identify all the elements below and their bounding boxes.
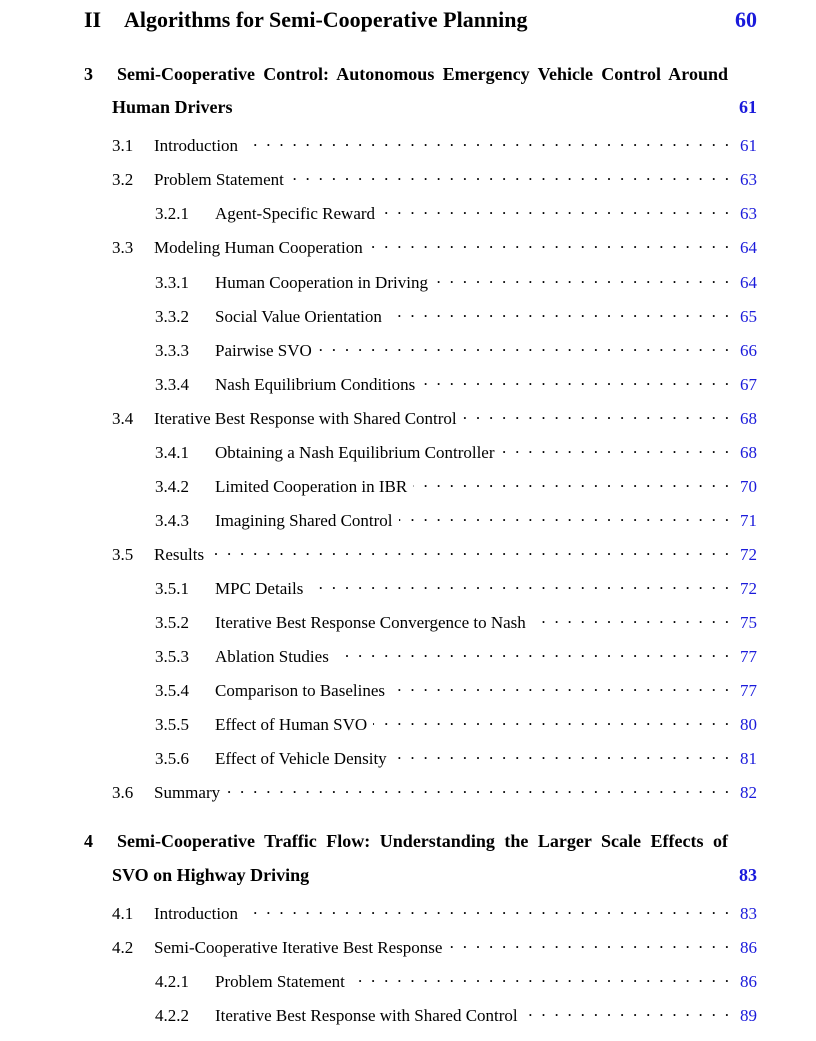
entry-page-link[interactable]: 77 (740, 647, 757, 667)
entry-page-link[interactable]: 65 (740, 307, 757, 327)
dot-leader (399, 506, 729, 526)
entry-page-link[interactable]: 68 (740, 443, 757, 463)
toc-entry-3-1[interactable] (112, 131, 757, 156)
part-number: II (84, 7, 102, 32)
dot-leader (369, 233, 729, 253)
entry-number: 3.4.2 (155, 477, 189, 497)
toc-entry-3-6[interactable] (112, 778, 757, 803)
entry-page-link[interactable]: 72 (740, 545, 757, 565)
entry-number: 3.2.1 (155, 204, 189, 224)
entry-title: Comparison to Baselines (215, 681, 385, 701)
entry-page-link[interactable]: 77 (740, 681, 757, 701)
toc-entry-3-3-1[interactable] (155, 268, 757, 293)
entry-title: Introduction (154, 904, 239, 924)
dot-leader (413, 472, 729, 492)
entry-number: 3.4.1 (155, 443, 189, 463)
dot-leader (290, 165, 729, 185)
entry-title: Problem Statement (154, 170, 284, 190)
entry-page-link[interactable]: 72 (740, 579, 757, 599)
dot-leader (318, 336, 729, 356)
entry-number: 4.2 (112, 938, 134, 958)
entry-page-link[interactable]: 82 (740, 783, 757, 803)
entry-title: Summary (154, 783, 221, 803)
toc-entry-3-3[interactable] (112, 233, 757, 258)
entry-title: MPC Details (215, 579, 304, 599)
dot-leader (388, 302, 729, 322)
entry-number: 3.3.1 (155, 273, 189, 293)
entry-title: Problem Statement (215, 972, 345, 992)
entry-number: 3.5 (112, 545, 134, 565)
entry-page-link[interactable]: 63 (740, 170, 757, 190)
entry-number: 3.3 (112, 238, 134, 258)
toc-entry-3-5[interactable] (112, 540, 757, 565)
dot-leader (391, 676, 729, 696)
chapter-3-number: 3 (84, 64, 93, 84)
entry-number: 3.5.6 (155, 749, 189, 769)
entry-title: Iterative Best Response Convergence to Nash (215, 613, 526, 633)
toc-entry-3-5-4[interactable] (155, 676, 757, 701)
entry-page-link[interactable]: 83 (740, 904, 757, 924)
chapter-3-page-link[interactable]: 61 (739, 97, 757, 117)
toc-entry-4-1[interactable] (112, 899, 757, 924)
toc-entry-3-5-1[interactable] (155, 574, 757, 599)
entry-number: 3.3.2 (155, 307, 189, 327)
dot-leader (210, 540, 729, 560)
chapter-3-title-line1: Semi-Cooperative Control: Autonomous Emergency Vehicle Control Around (117, 64, 728, 84)
toc-entry-3-5-6[interactable] (155, 744, 757, 769)
entry-page-link[interactable]: 67 (740, 375, 757, 395)
entry-title: Obtaining a Nash Equilibrium Controller (215, 443, 495, 463)
entry-title: Limited Cooperation in IBR (215, 477, 408, 497)
toc-entry-4-2-2[interactable] (155, 1001, 757, 1026)
entry-page-link[interactable]: 64 (740, 238, 757, 258)
entry-number: 3.1 (112, 136, 134, 156)
entry-page-link[interactable]: 86 (740, 972, 757, 992)
chapter-4-title-line2: SVO on Highway Driving (112, 865, 310, 885)
toc-entry-3-5-5[interactable] (155, 710, 757, 735)
entry-page-link[interactable]: 61 (740, 136, 757, 156)
entry-title: Pairwise SVO (215, 341, 312, 361)
entry-title: Iterative Best Response with Shared Control (215, 1006, 518, 1026)
entry-page-link[interactable]: 81 (740, 749, 757, 769)
entry-number: 4.2.1 (155, 972, 189, 992)
toc-entry-3-4-2[interactable] (155, 472, 757, 497)
entry-page-link[interactable]: 80 (740, 715, 757, 735)
toc-entry-3-3-4[interactable] (155, 370, 757, 395)
entry-page-link[interactable]: 86 (740, 938, 757, 958)
entry-title: Modeling Human Cooperation (154, 238, 363, 258)
chapter-4-number: 4 (84, 831, 93, 851)
chapter-3-title-line2: Human Drivers (112, 97, 233, 117)
chapter-3-heading[interactable] (84, 64, 728, 85)
entry-number: 3.3.3 (155, 341, 189, 361)
chapter-4-page-link[interactable]: 83 (739, 865, 757, 885)
entry-number: 3.6 (112, 783, 134, 803)
entry-page-link[interactable]: 66 (740, 341, 757, 361)
toc-entry-4-2-1[interactable] (155, 967, 757, 992)
dot-leader (421, 370, 729, 390)
dot-leader (373, 710, 729, 730)
dot-leader (501, 438, 729, 458)
entry-number: 3.5.5 (155, 715, 189, 735)
chapter-4-heading[interactable] (84, 831, 728, 852)
chapter-4-heading-cont[interactable] (112, 865, 757, 886)
entry-title: Introduction (154, 136, 239, 156)
dot-leader (448, 933, 729, 953)
entry-page-link[interactable]: 64 (740, 273, 757, 293)
entry-page-link[interactable]: 70 (740, 477, 757, 497)
dot-leader (393, 744, 729, 764)
dot-leader (532, 608, 729, 628)
entry-number: 4.1 (112, 904, 134, 924)
toc-entry-3-4-3[interactable] (155, 506, 757, 531)
dot-leader (226, 778, 729, 798)
dot-leader (309, 574, 729, 594)
toc-entry-3-4[interactable] (112, 404, 757, 429)
dot-leader (434, 268, 729, 288)
entry-page-link[interactable]: 71 (740, 511, 757, 531)
entry-title: Nash Equilibrium Conditions (215, 375, 416, 395)
entry-title: Imagining Shared Control (215, 511, 393, 531)
entry-page-link[interactable]: 75 (740, 613, 757, 633)
dot-leader (524, 1001, 729, 1021)
entry-number: 3.2 (112, 170, 134, 190)
entry-number: 3.3.4 (155, 375, 189, 395)
entry-number: 4.2.2 (155, 1006, 189, 1026)
toc-entry-3-2-1[interactable] (155, 199, 757, 224)
entry-title: Ablation Studies (215, 647, 329, 667)
entry-page-link[interactable]: 68 (740, 409, 757, 429)
toc-entry-3-5-2[interactable] (155, 608, 757, 633)
entry-page-link[interactable]: 63 (740, 204, 757, 224)
toc-entry-3-3-2[interactable] (155, 302, 757, 327)
part-heading[interactable] (84, 7, 757, 33)
entry-number: 3.5.4 (155, 681, 189, 701)
entry-title: Results (154, 545, 205, 565)
entry-number: 3.5.1 (155, 579, 189, 599)
dot-leader (335, 642, 729, 662)
toc-entry-3-3-3[interactable] (155, 336, 757, 361)
entry-title: Semi-Cooperative Iterative Best Response (154, 938, 443, 958)
part-page-link[interactable]: 60 (735, 7, 757, 32)
entry-number: 3.4 (112, 409, 134, 429)
chapter-3-heading-cont[interactable] (112, 97, 757, 118)
entry-title: Iterative Best Response with Shared Control (154, 409, 457, 429)
entry-number: 3.4.3 (155, 511, 189, 531)
entry-title: Human Cooperation in Driving (215, 273, 428, 293)
entry-title: Effect of Vehicle Density (215, 749, 387, 769)
dot-leader (244, 131, 729, 151)
part-title: Algorithms for Semi-Cooperative Planning (124, 7, 528, 32)
entry-title: Effect of Human SVO (215, 715, 368, 735)
toc-entry-3-4-1[interactable] (155, 438, 757, 463)
toc-entry-4-2[interactable] (112, 933, 757, 958)
dot-leader (463, 404, 729, 424)
entry-title: Social Value Orientation (215, 307, 382, 327)
entry-page-link[interactable]: 89 (740, 1006, 757, 1026)
dot-leader (351, 967, 729, 987)
toc-entry-3-2[interactable] (112, 165, 757, 190)
toc-entry-3-5-3[interactable] (155, 642, 757, 667)
entry-title: Agent-Specific Reward (215, 204, 376, 224)
dot-leader (244, 899, 729, 919)
chapter-4-title-line1: Semi-Cooperative Traffic Flow: Understanding the Larger Scale Effects of (117, 831, 728, 851)
entry-number: 3.5.2 (155, 613, 189, 633)
entry-number: 3.5.3 (155, 647, 189, 667)
dot-leader (381, 199, 729, 219)
